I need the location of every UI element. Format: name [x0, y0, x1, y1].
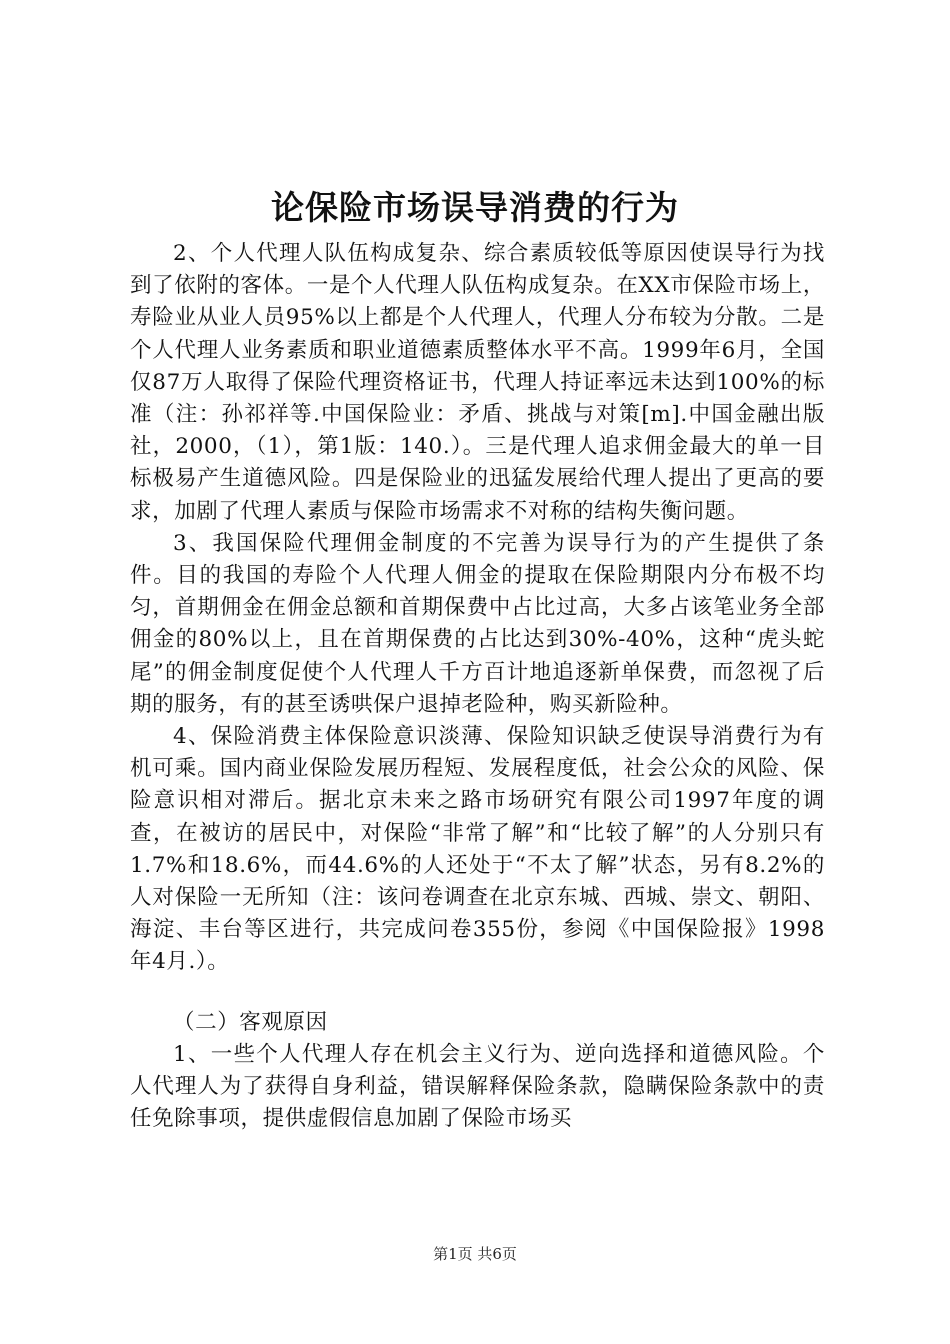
document-body — [130, 238, 825, 1135]
paragraph-opportunism: 1、一些个人代理人存在机会主义行为、逆向选择和道德风险。个人代理人为了获得自身利益，错误解释保险条款，隐瞒保险条款中的责任免除事项，提供虚假信息加剧了保险市场买 — [130, 1041, 825, 1132]
paragraph-agent-composition: 2、个人代理人队伍构成复杂、综合素质较低等原因使误导行为找到了依附的客体。一是个人代理人队伍构成复杂。在XX市保险市场上，寿险业从业人员95%以上都是个人代理人，代理人分布较为分散。二是个人代理人业务素质和职业道德素质整体水平不高。1999年6月，全国仅87万人取得了保险代理资格证书，代理人持证率远未达到100%的标准（注：孙祁祥等.中国保险业：矛盾、挑战与对策[m].中国金融出版社，2000，（1），第1版：140.）。三是代理人追求佣金最大的单一目标极易产生道德风险。四是保险业的迅猛发展给代理人提出了更高的要求，加剧了代理人素质与保险市场需求不对称的结构失衡问题。 — [130, 241, 825, 524]
page-number-footer: 第1页 共6页 — [433, 1245, 517, 1263]
paragraph-commission-system: 3、我国保险代理佣金制度的不完善为误导行为的产生提供了条件。目的我国的寿险个人代理人佣金的提取在保险期限内分布极不均匀，首期佣金在佣金总额和首期保费中占比过高，大多占该笔业务全部佣金的80%以上，且在首期保费的占比达到30%-40%，这种“虎头蛇尾”的佣金制度促使个人代理人千方百计地追逐新单保费，而忽视了后期的服务，有的甚至诱哄保户退掉老险种，购买新险种。 — [130, 530, 825, 717]
paragraph-consumer-awareness: 4、保险消费主体保险意识淡薄、保险知识缺乏使误导消费行为有机可乘。国内商业保险发展历程短、发展程度低，社会公众的风险、保险意识相对滞后。据北京未来之路市场研究有限公司1997年度的调查，在被访的居民中，对保险“非常了解”和“比较了解”的人分别只有1.7%和18.6%，而44.6%的人还处于“不太了解”状态，另有8.2%的人对保险一无所知（注：该问卷调查在北京东城、西城、崇文、朝阳、海淀、丰台等区进行，共完成问卷355份，参阅《中国保险报》1998年4月.）。 — [130, 724, 825, 975]
document-title: 论保险市场误导消费的行为 — [271, 188, 679, 227]
section-heading: （二）客观原因 — [173, 1009, 328, 1035]
